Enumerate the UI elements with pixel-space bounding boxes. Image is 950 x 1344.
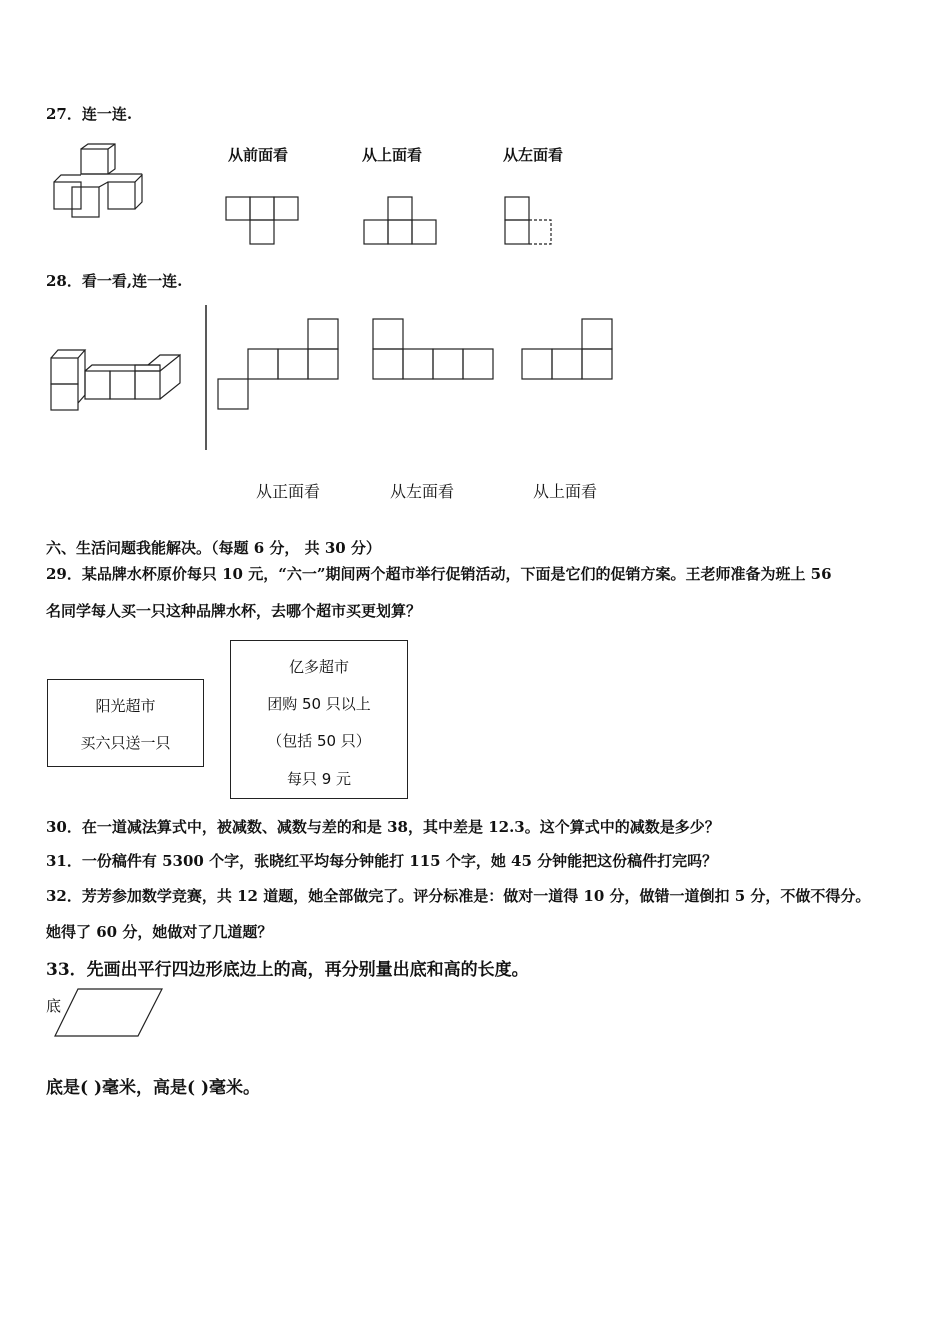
q31-text: 31．一份稿件有 5300 个字，张晓红平均每分钟能打 115 个字，她 45 分钟能把这份稿件打完吗？: [46, 852, 718, 870]
store-b-name: 亿多超市: [288, 658, 349, 676]
store-a-promo-box: [47, 679, 204, 767]
q32-line1: 32．芳芳参加数学竞赛，共 12 道题，她全部做完了。评分标准是：做对一道得 10 分，做错一道倒扣 5 分，不做不得分。: [46, 887, 871, 905]
q28-cube-row-figure: [48, 345, 188, 415]
store-b-offer-line2: （包括 50 只）: [267, 732, 371, 750]
section6-heading: 六、生活问题我能解决。（每题 6 分， 共 30 分）: [46, 539, 381, 557]
q33-shape-label: 底: [46, 997, 62, 1015]
q32-line2: 她得了 60 分，她做对了几道题？: [46, 923, 273, 941]
q28-view-grid-b: [371, 317, 497, 383]
q27-cube-stack-figure: [50, 142, 150, 222]
q33-parallelogram: [52, 986, 164, 1040]
q28-title: 28．看一看,连一连.: [46, 272, 183, 290]
q27-view-label-left: 从左面看: [503, 146, 564, 164]
q27-front-view-grid: [224, 195, 304, 247]
q30-text: 30．在一道减法算式中，被减数、减数与差的和是 38，其中差是 12.3。这个算式中的减数是多少？: [46, 818, 720, 836]
q29-line2: 名同学每人买一只这种品牌水杯，去哪个超市买更划算？: [46, 602, 422, 620]
q29-line1: 29．某品牌水杯原价每只 10 元，“六一”期间两个超市举行促销活动，下面是它们的促销方案。王老师准备为班上 56: [46, 565, 832, 583]
q27-top-view-grid: [362, 195, 442, 247]
q33-answer-line: 底是( )毫米，高是( )毫米。: [46, 1078, 261, 1098]
q27-view-label-front: 从前面看: [228, 146, 289, 164]
store-b-offer-line1: 团购 50 只以上: [267, 695, 371, 713]
store-a-name: 阳光超市: [95, 697, 156, 715]
store-b-offer-line3: 每只 9 元: [286, 770, 352, 788]
q28-view-grid-c: [520, 317, 616, 383]
q27-title: 27．连一连.: [46, 105, 133, 123]
q28-view-grid-a: [216, 317, 342, 413]
q28-view-label-front: 从正面看: [256, 482, 321, 501]
q27-view-label-top: 从上面看: [362, 146, 423, 164]
store-a-offer: 买六只送一只: [80, 734, 171, 752]
q28-view-label-top: 从上面看: [533, 482, 598, 501]
q27-left-view-grid: [503, 195, 558, 247]
q33-title: 33．先画出平行四边形底边上的高，再分别量出底和高的长度。: [46, 960, 529, 980]
store-b-promo-box: [230, 640, 408, 799]
q28-view-label-left: 从左面看: [390, 482, 455, 501]
q28-divider-line: [204, 305, 208, 450]
